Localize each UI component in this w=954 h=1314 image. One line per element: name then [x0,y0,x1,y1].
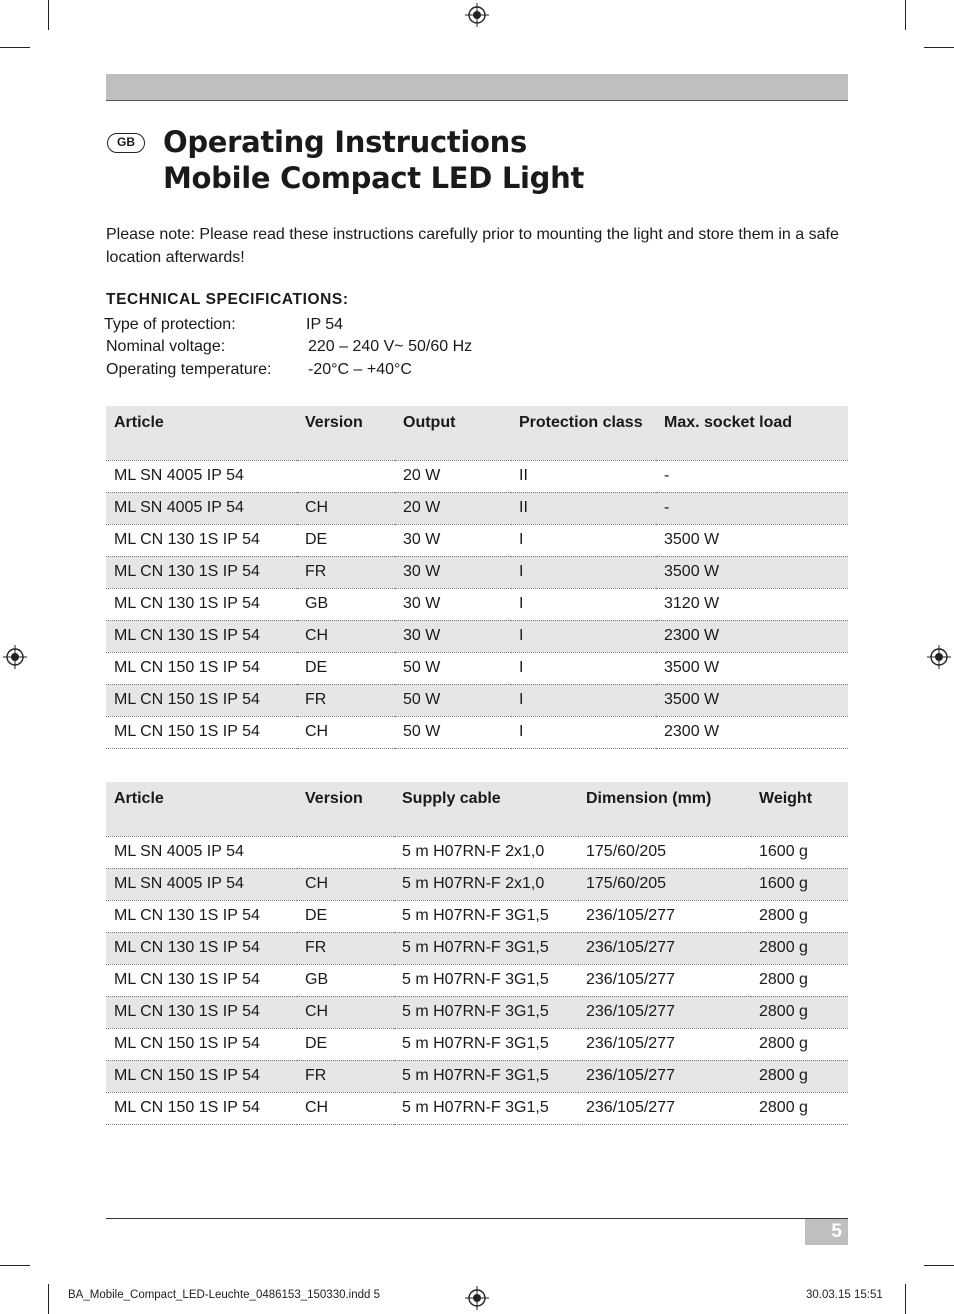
spec-label: Type of protection: [104,316,236,333]
table-cell: I [511,524,656,556]
column-header: Article [106,782,297,836]
table-cell: 5 m H07RN-F 3G1,5 [394,964,578,996]
slug-filename: BA_Mobile_Compact_LED-Leuchte_0486153_150330.indd 5 [68,1289,381,1301]
table-cell: 5 m H07RN-F 3G1,5 [394,996,578,1028]
table-row [106,620,848,652]
table-cell: ML CN 150 1S IP 54 [106,1060,297,1092]
page-title [163,124,584,196]
table-cell: DE [297,900,394,932]
crop-mark [0,1265,30,1266]
table-cell: ML CN 130 1S IP 54 [106,524,297,556]
table-cell: 5 m H07RN-F 3G1,5 [394,900,578,932]
table-cell: 50 W [395,716,511,748]
spec-label: Nominal voltage: [106,338,226,355]
table-cell: 5 m H07RN-F 3G1,5 [394,1028,578,1060]
table-cell: ML CN 130 1S IP 54 [106,964,297,996]
table-cell: 2800 g [751,996,848,1028]
table-cell: CH [297,716,395,748]
column-header: Output [395,406,511,460]
table-cell: 50 W [395,684,511,716]
table-cell: CH [297,868,394,900]
table-cell: ML CN 130 1S IP 54 [106,556,297,588]
table-cell: I [511,588,656,620]
table-cell: 1600 g [751,836,848,868]
table-cell: II [511,460,656,492]
table-cell: ML SN 4005 IP 54 [106,836,297,868]
table-cell: FR [297,684,395,716]
table-cell: 2300 W [656,716,848,748]
table-cell: 2800 g [751,1060,848,1092]
table-cell: - [656,460,848,492]
table-cell: ML CN 130 1S IP 54 [106,588,297,620]
table-row [106,1028,848,1060]
table-cell: 3500 W [656,652,848,684]
title-line-1: Operating Instructions [163,125,527,159]
column-header: Supply cable [394,782,578,836]
table-cell: 20 W [395,492,511,524]
table-row [106,556,848,588]
table-cell: 5 m H07RN-F 2x1,0 [394,868,578,900]
table-cell: 5 m H07RN-F 3G1,5 [394,932,578,964]
table-cell: CH [297,1092,394,1124]
table-cell: 30 W [395,524,511,556]
slug-date: 30.03.15 15:51 [806,1289,883,1301]
table-cell: 3500 W [656,684,848,716]
table-row [106,964,848,996]
specs-table-dimensions [106,782,848,1125]
table-row [106,1092,848,1124]
crop-mark [924,47,954,48]
crop-mark [48,1284,49,1314]
table-row [106,684,848,716]
table-cell: I [511,652,656,684]
table-cell: II [511,492,656,524]
spec-row [106,359,412,381]
spec-value: 220 – 240 V~ 50/60 Hz [308,338,473,355]
crop-mark [905,0,906,30]
footer-rule [106,1218,848,1219]
table-row [106,460,848,492]
registration-mark-icon [927,645,951,669]
column-header: Max. socket load [656,406,848,460]
table-cell: 1600 g [751,868,848,900]
table-cell: FR [297,932,394,964]
table-cell: 3500 W [656,556,848,588]
table-row [106,996,848,1028]
spec-row [104,314,343,336]
title-line-2: Mobile Compact LED Light [163,161,585,195]
registration-mark-icon [465,3,489,27]
table-cell: 2800 g [751,964,848,996]
table-cell: 175/60/205 [578,868,751,900]
table-cell [297,460,395,492]
spec-row [106,336,472,358]
table-cell: ML CN 130 1S IP 54 [106,900,297,932]
column-header: Article [106,406,297,460]
registration-mark-icon [465,1286,489,1310]
crop-mark [924,1265,954,1266]
page-number: 5 [805,1219,848,1245]
table-cell [297,836,394,868]
table-cell: 236/105/277 [578,1028,751,1060]
table-cell: ML CN 150 1S IP 54 [106,1092,297,1124]
table-cell: ML CN 130 1S IP 54 [106,996,297,1028]
table-cell: ML CN 130 1S IP 54 [106,932,297,964]
table-cell: ML CN 150 1S IP 54 [106,1028,297,1060]
table-row [106,932,848,964]
table-row [106,588,848,620]
table-row [106,492,848,524]
table-cell: I [511,556,656,588]
table-row [106,868,848,900]
table-cell: CH [297,620,395,652]
table-cell: I [511,684,656,716]
specs-table-power [106,406,848,749]
table-cell: 20 W [395,460,511,492]
table-cell: 236/105/277 [578,1092,751,1124]
table-cell: I [511,716,656,748]
column-header: Protection class [511,406,656,460]
spec-label: Operating temperature: [106,361,272,378]
table-cell: GB [297,588,395,620]
table-cell: 50 W [395,652,511,684]
table-cell: 236/105/277 [578,1060,751,1092]
crop-mark [905,1284,906,1314]
table-header-row [106,782,848,836]
table-cell: GB [297,964,394,996]
column-header: Weight [751,782,848,836]
column-header: Dimension (mm) [578,782,751,836]
table-row [106,716,848,748]
table-cell: 3120 W [656,588,848,620]
header-bar [106,74,848,101]
table-row [106,524,848,556]
table-cell: 2800 g [751,1028,848,1060]
spec-value: IP 54 [306,316,344,333]
table-cell: ML CN 150 1S IP 54 [106,684,297,716]
registration-mark-icon [3,645,27,669]
table-row [106,836,848,868]
table-cell: 175/60/205 [578,836,751,868]
column-header: Version [297,406,395,460]
safety-note: Please note: Please read these instructions carefully prior to mounting the light and store them in a safe location afterwards! [106,226,839,266]
crop-mark [48,0,49,30]
table-cell: 30 W [395,620,511,652]
table-cell: 5 m H07RN-F 3G1,5 [394,1092,578,1124]
table-cell: FR [297,556,395,588]
table-cell: 30 W [395,556,511,588]
crop-mark [0,47,30,48]
table-cell: 236/105/277 [578,964,751,996]
table-cell: 236/105/277 [578,932,751,964]
table-cell: ML CN 150 1S IP 54 [106,716,297,748]
table-cell: ML CN 150 1S IP 54 [106,652,297,684]
table-cell: DE [297,524,395,556]
table-cell: 30 W [395,588,511,620]
table-cell: ML SN 4005 IP 54 [106,868,297,900]
table-cell: CH [297,492,395,524]
table-cell: 2300 W [656,620,848,652]
table-cell: 2800 g [751,900,848,932]
table-cell: FR [297,1060,394,1092]
table-cell: 5 m H07RN-F 2x1,0 [394,836,578,868]
table-cell: 2800 g [751,1092,848,1124]
table-cell: 3500 W [656,524,848,556]
table-cell: DE [297,1028,394,1060]
table-cell: I [511,620,656,652]
table-cell: DE [297,652,395,684]
specs-heading: TECHNICAL SPECIFICATIONS: [106,291,349,308]
table-cell: CH [297,996,394,1028]
table-header-row [106,406,848,460]
column-header: Version [297,782,394,836]
table-row [106,1060,848,1092]
table-cell: 236/105/277 [578,900,751,932]
table-cell: 2800 g [751,932,848,964]
table-cell: ML SN 4005 IP 54 [106,460,297,492]
table-cell: - [656,492,848,524]
table-row [106,652,848,684]
spec-value: -20°C – +40°C [308,361,412,378]
table-cell: 236/105/277 [578,996,751,1028]
table-row [106,900,848,932]
table-cell: ML CN 130 1S IP 54 [106,620,297,652]
language-badge: GB [107,133,145,153]
table-cell: 5 m H07RN-F 3G1,5 [394,1060,578,1092]
table-cell: ML SN 4005 IP 54 [106,492,297,524]
